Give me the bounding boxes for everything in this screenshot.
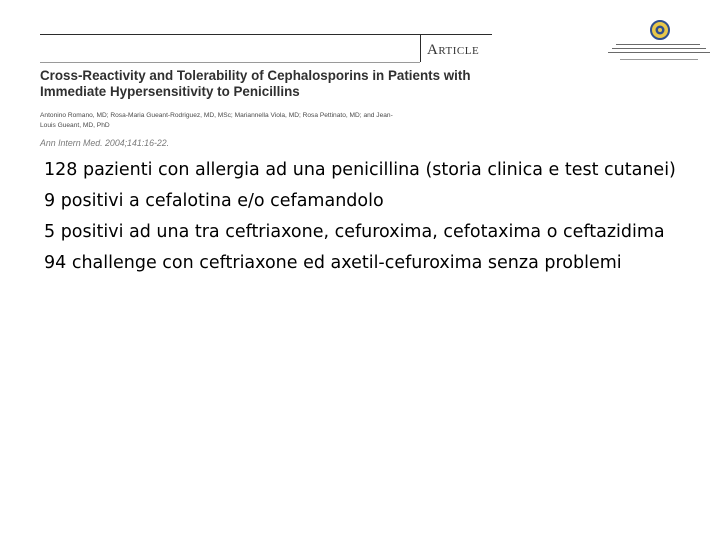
seal-icon [650,20,670,40]
bullet-ceftriaxone: 5 positivi ad una tra ceftriaxone, cefuroxima, cefotaxima o ceftazidima [44,222,665,242]
institution-logo [604,20,716,64]
bullet-cefalotina: 9 positivi a cefalotina e/o cefamandolo [44,191,384,211]
slide-body [44,158,694,282]
article-section-label: Article [427,42,480,58]
logo-text-line [608,52,710,53]
header-underline [40,62,420,63]
bullet-challenge: 94 challenge con ceftriaxone ed axetil-cefuroxima senza problemi [44,253,622,273]
header-rule [40,34,492,35]
logo-text-line [616,44,700,45]
section-divider [420,34,421,62]
logo-text-line [620,59,698,60]
article-authors: Antonino Romano, MD; Rosa-Maria Gueant-Rodriguez, MD, MSc; Mariannella Viola, MD; Rosa Pettinato, MD; and Jean-Louis Gueant, MD, PhD [40,112,393,129]
article-title: Cross-Reactivity and Tolerability of Cephalosporins in Patients with Immediate Hypersensitivity to Penicillins [40,68,471,99]
article-clipping [40,28,492,156]
article-citation: Ann Intern Med. 2004;141:16-22. [40,138,170,148]
bullet-patients: 128 pazienti con allergia ad una penicillina (storia clinica e test cutanei) [44,160,676,180]
logo-text-line [612,48,706,49]
